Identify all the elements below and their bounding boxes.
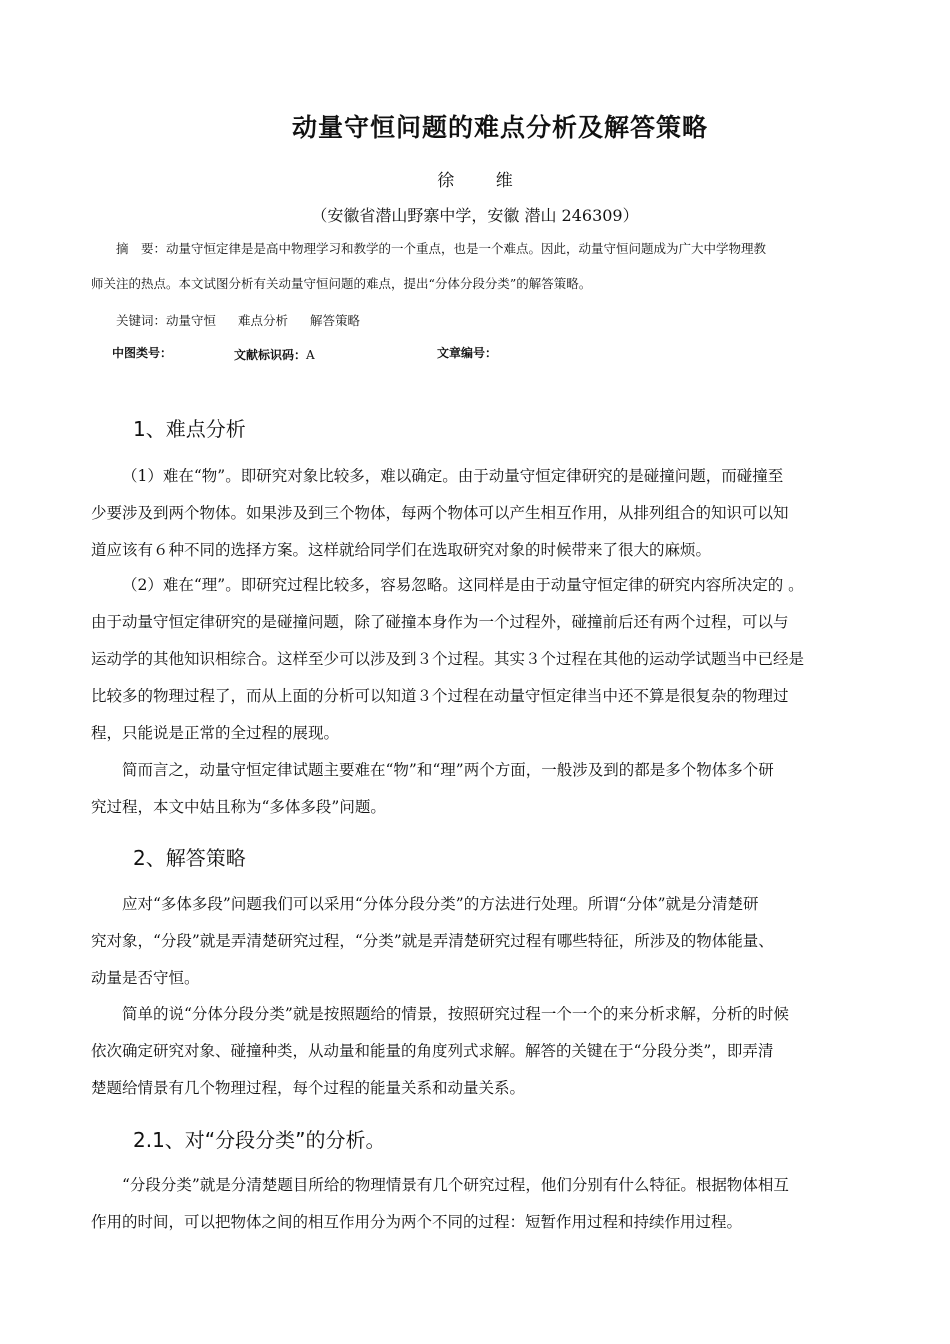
text-line: 动量是否守恒。: [91, 969, 200, 987]
text-line: 少要涉及到两个物体。如果涉及到三个物体，每两个物体可以产生相互作用，从排列组合的知识可以知: [91, 504, 789, 522]
text-line: 依次确定研究对象、碰撞种类，从动量和能量的角度列式求解。解答的关键在于“分段分类”，即弄清: [91, 1042, 774, 1060]
doc-code-label: 文献标识码：: [234, 348, 307, 362]
paragraph: [91, 996, 861, 1107]
text-line: 运动学的其他知识相综合。这样至少可以涉及到３个过程。其实３个过程在其他的运动学试题当中已经是: [91, 650, 805, 668]
text-line: 简而言之，动量守恒定律试题主要难在“物”和“理”两个方面，一般涉及到的都是多个物体多个研: [122, 761, 774, 779]
author-name: 徐 维: [437, 171, 531, 191]
text-line: （2）难在“理”。即研究过程比较多，容易忽略。这同样是由于动量守恒定律的研究内容所决定的 。: [122, 576, 804, 594]
text-line: “分段分类”就是分清楚题目所给的物理情景有几个研究过程，他们分别有什么特征。根据物体相互: [122, 1176, 789, 1194]
keyword-item: 动量守恒: [166, 313, 217, 328]
text-line: 究过程，本文中姑且称为“多体多段”问题。: [91, 798, 386, 816]
paragraph: [91, 752, 861, 826]
author-affiliation: （安徽省潜山野寨中学，安徽 潜山 246309）: [311, 206, 639, 225]
abstract-line-1: 摘 要：动量守恒定律是是高中物理学习和教学的一个重点，也是一个难点。因此，动量守恒问题成为广大中学物理教: [116, 241, 767, 256]
text-line: 由于动量守恒定律研究的是碰撞问题，除了碰撞本身作为一个过程外，碰撞前后还有两个过程，可以与: [91, 613, 789, 631]
keywords-label: 关键词：: [116, 313, 167, 328]
section-heading: 2、解答策略: [133, 846, 246, 870]
keywords: [116, 311, 360, 329]
subsection-heading: 2.1、对“分段分类”的分析。: [133, 1128, 386, 1152]
doc-code-value: A: [306, 348, 315, 362]
text-line: 楚题给情景有几个物理过程，每个过程的能量关系和动量关系。: [91, 1079, 526, 1097]
paper-title: 动量守恒问题的难点分析及解答策略: [291, 113, 708, 142]
paragraph: [91, 886, 861, 997]
paragraph: [91, 1167, 861, 1241]
paragraph: [91, 567, 861, 752]
text-line: 比较多的物理过程了，而从上面的分析可以知道３个过程在动量守恒定律当中还不算是很复杂的物理过: [91, 687, 789, 705]
text-line: （1）难在“物”。即研究对象比较多，难以确定。由于动量守恒定律研究的是碰撞问题，而碰撞至: [122, 467, 784, 485]
paragraph: [91, 458, 861, 569]
text-line: 应对“多体多段”问题我们可以采用“分体分段分类”的方法进行处理。所谓“分体”就是分清楚研: [122, 895, 759, 913]
section-heading: 1、难点分析: [133, 417, 246, 441]
clc-label: 中图类号：: [112, 346, 173, 360]
text-line: 究对象，“分段”就是弄清楚研究过程，“分类”就是弄清楚研究过程有哪些特征，所涉及的物体能量、: [91, 932, 774, 950]
keyword-item: 难点分析: [238, 313, 289, 328]
article-no-label: 文章编号：: [437, 346, 498, 360]
doc-code: [234, 344, 315, 363]
text-line: 道应该有６种不同的选择方案。这样就给同学们在选取研究对象的时候带来了很大的麻烦。: [91, 541, 712, 559]
text-line: 作用的时间，可以把物体之间的相互作用分为两个不同的过程：短暂作用过程和持续作用过程。: [91, 1213, 743, 1231]
abstract-line-2: 师关注的热点。本文试图分析有关动量守恒问题的难点，提出“分体分段分类”的解答策略。: [91, 276, 592, 291]
keyword-item: 解答策略: [310, 313, 361, 328]
text-line: 程，只能说是正常的全过程的展现。: [91, 724, 340, 742]
text-line: 简单的说“分体分段分类”就是按照题给的情景，按照研究过程一个一个的来分析求解，分析的时候: [122, 1005, 789, 1023]
